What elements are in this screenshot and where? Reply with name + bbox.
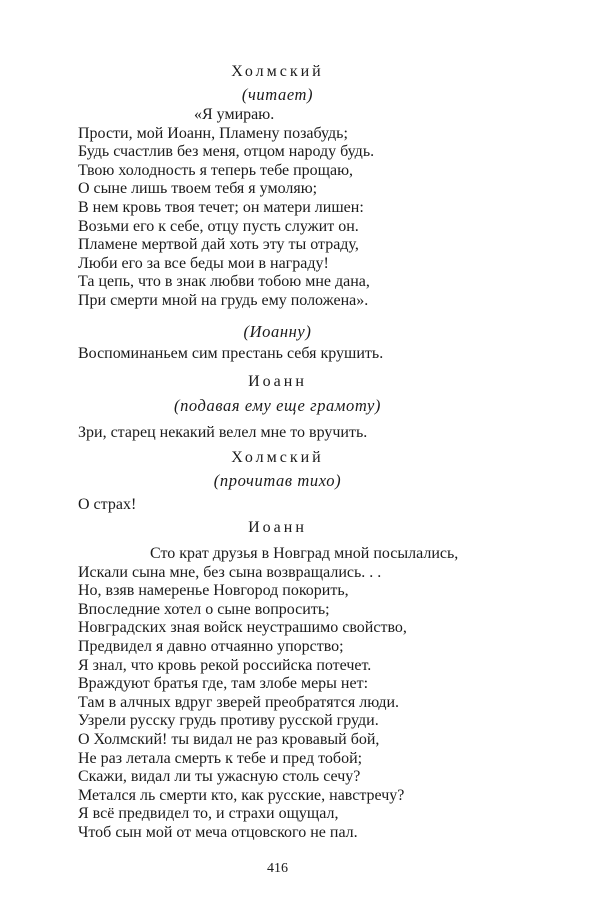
verse-line: При смерти мной на грудь ему положена». [78, 291, 369, 309]
speaker-name-ioann: Иоанн [248, 519, 307, 536]
verse-line: Скажи, видал ли ты ужасную столь сечу? [78, 768, 361, 786]
stage-direction-handing-letter: (подавая ему еще грамоту) [173, 396, 382, 415]
verse-line: Твою холодность я теперь тебе прощаю, [78, 161, 354, 179]
speaker-name-ioann: Иоанн [248, 373, 307, 390]
verse-line: Сто крат друзья в Новград мной посылались, [150, 545, 459, 562]
verse-line: О Холмский! ты видал не раз кровавый бой, [78, 730, 380, 748]
speaker-name-kholmsky: Холмский [231, 449, 324, 466]
verse-line: Будь счастлив без меня, отцом народу будь. [78, 143, 375, 161]
verse-line: Зри, старец некакий велел мне то вручить. [78, 424, 368, 441]
verse-line: Я знал, что кровь рекой российска потечет. [78, 656, 372, 674]
verse-line: Враждуют братья где, там злобе меры нет: [78, 675, 369, 693]
verse-line: Новградских зная войск неустрашимо свойство, [78, 619, 407, 637]
verse-line: Прости, мой Иоанн, Пламену позабудь; [78, 124, 348, 142]
verse-line: Впоследние хотел о сыне вопросить; [78, 600, 330, 618]
verse-line: Не раз летала смерть к тебе и пред тобой; [78, 749, 363, 767]
verse-line: Но, взяв намеренье Новгород покорить, [78, 582, 349, 600]
page-number: 416 [267, 861, 288, 876]
verse-line: Пламене мертвой дай хоть эту ты отраду, [78, 236, 359, 254]
verse-line: Люби его за все беды мои в награду! [78, 254, 329, 272]
verse-line: О сыне лишь твоем тебя я умоляю; [78, 180, 318, 198]
verse-line: Метался ль смерти кто, как русские, навстречу? [78, 786, 405, 804]
verse-line: В нем кровь твоя течет; он матери лишен: [78, 198, 364, 216]
verse-line: Предвидел я давно отчаянно упорство; [78, 637, 344, 655]
stage-direction-to-ioann: (Иоанну) [243, 322, 312, 341]
stage-direction-reads: (читает) [241, 85, 314, 104]
verse-line: Искали сына мне, без сына возвращались. . . [78, 563, 382, 581]
verse-line: О страх! [78, 496, 137, 513]
stage-direction-reading-quietly: (прочитав тихо) [213, 471, 342, 490]
verse-line: Воспоминаньем сим престань себя крушить. [78, 345, 384, 362]
verse-line: Я всё предвидел то, и страхи ощущал, [78, 805, 339, 823]
verse-monologue [78, 545, 458, 843]
speaker-name-kholmsky: Холмский [231, 63, 324, 80]
verse-letter [78, 106, 374, 311]
verse-line: Узрели русску грудь противу русской груди. [78, 712, 379, 730]
verse-line: Возьми его к себе, отцу пусть служит он. [78, 217, 359, 235]
verse-line: Та цепь, что в знак любви тобою мне дана, [78, 273, 370, 291]
verse-line: Чтоб сын мой от меча отцовского не пал. [78, 823, 358, 841]
verse-line: Там в алчных вдруг зверей преобратятся люди. [78, 693, 400, 711]
verse-line: «Я умираю. [194, 106, 275, 123]
